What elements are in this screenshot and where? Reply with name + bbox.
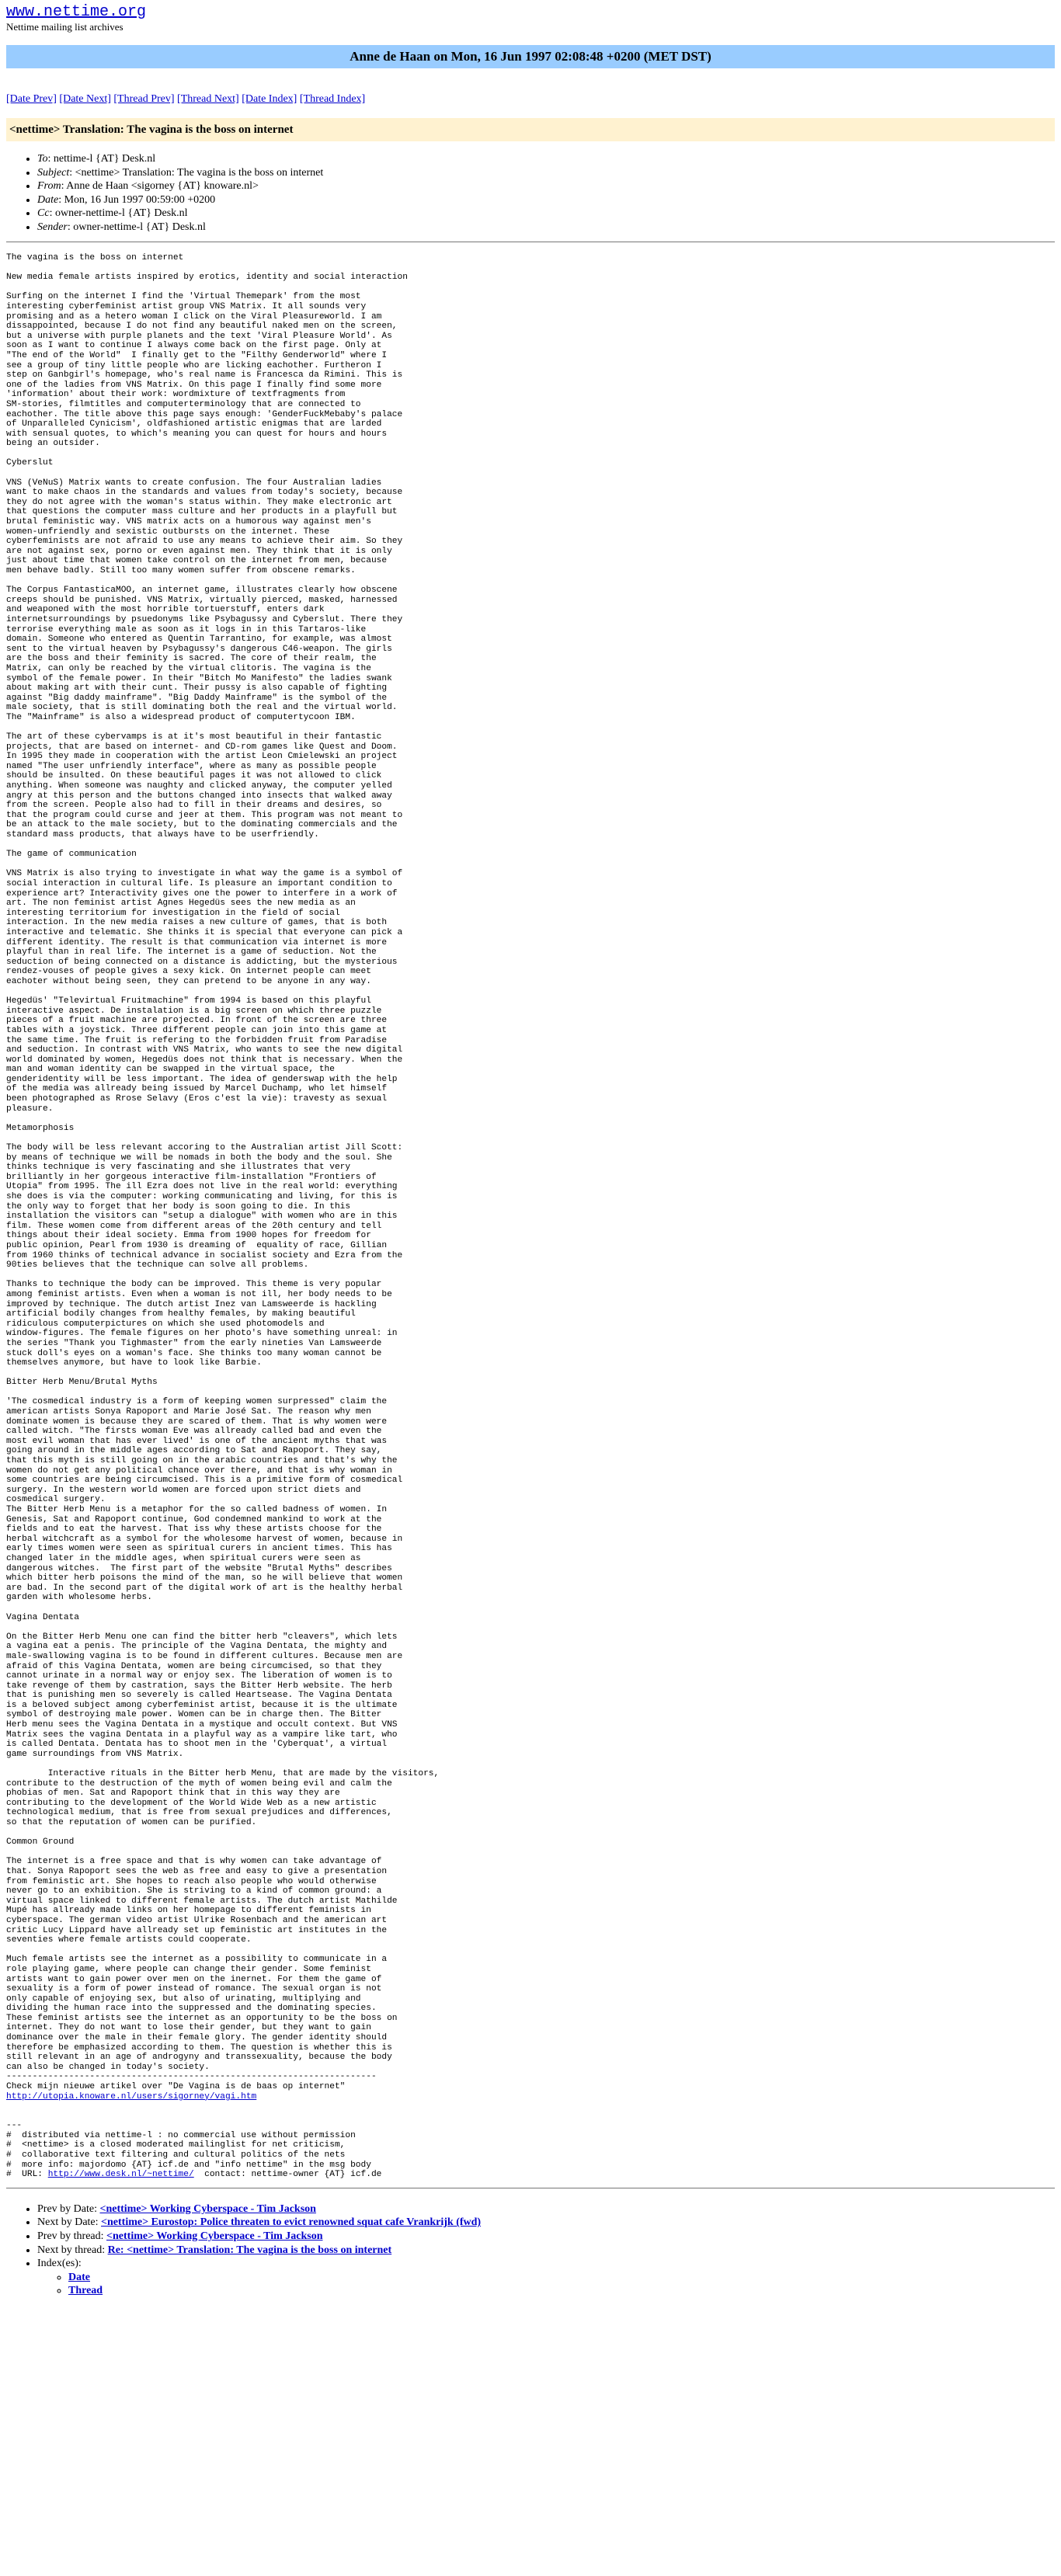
site-logo-link[interactable]: www.nettime.org xyxy=(6,3,147,21)
indexes-list xyxy=(37,2271,1055,2298)
footer-label: Index(es): xyxy=(37,2258,82,2270)
prev-by-date-item xyxy=(37,2202,1055,2216)
footer-label: Next by thread: xyxy=(37,2244,108,2256)
header-label: From xyxy=(37,180,61,192)
header-value: : nettime-l {AT} Desk.nl xyxy=(47,153,156,165)
index-date-item xyxy=(68,2271,1055,2285)
nettime-url-link[interactable]: http://www.desk.nl/~nettime/ xyxy=(47,2170,194,2180)
header-to xyxy=(37,152,1055,166)
index-thread-item xyxy=(68,2284,1055,2298)
thread-next-link[interactable]: [Thread Next] xyxy=(177,93,239,105)
footer-label: Prev by Date: xyxy=(37,2202,100,2215)
header-value: : owner-nettime-l {AT} Desk.nl xyxy=(49,207,188,219)
next-by-date-link[interactable]: <nettime> Eurostop: Police threaten to evict renowned squat cafe Vrankrijk (fwd) xyxy=(101,2216,482,2229)
article-link-line xyxy=(6,2092,1055,2102)
header-cc xyxy=(37,207,1055,221)
signature-line: # collaborative text filtering and cultural politics of the nets xyxy=(6,2150,346,2160)
footer-label: Prev by thread: xyxy=(37,2230,107,2242)
indexes-item xyxy=(37,2257,1055,2298)
header-label: Sender xyxy=(37,221,68,233)
header-value: : Anne de Haan <sigorney {AT} knoware.nl> xyxy=(61,180,259,192)
header-subject xyxy=(37,166,1055,180)
subject-bar: <nettime> Translation: The vagina is the boss on internet xyxy=(6,118,1055,141)
next-by-thread-link[interactable]: Re: <nettime> Translation: The vagina is the boss on internet xyxy=(107,2244,392,2256)
thread-prev-link[interactable]: [Thread Prev] xyxy=(113,93,175,105)
signature-block xyxy=(6,2101,1055,2180)
signature-contact: contact: nettime-owner {AT} icf.de xyxy=(193,2170,382,2180)
next-by-thread-item xyxy=(37,2244,1055,2258)
header-label: Cc xyxy=(37,207,50,219)
signature-separator: --- xyxy=(6,2121,23,2131)
header-from xyxy=(37,179,1055,193)
site-tagline: Nettime mailing list archives xyxy=(6,21,123,33)
header-label: Date xyxy=(37,193,59,206)
signature-url-prefix: # URL: xyxy=(6,2170,48,2180)
header-date xyxy=(37,193,1055,207)
prev-by-thread-item xyxy=(37,2230,1055,2244)
header-label: Subject xyxy=(37,166,70,179)
article-link[interactable]: http://utopia.knoware.nl/users/sigorney/vagi.htm xyxy=(6,2091,257,2101)
thread-index-link[interactable]: [Thread Index] xyxy=(299,93,366,105)
date-index-link[interactable]: [Date Index] xyxy=(242,93,297,105)
header-label: To xyxy=(37,153,48,165)
top-navigation xyxy=(6,93,1055,106)
message-headers xyxy=(6,152,1055,234)
prev-by-thread-link[interactable]: <nettime> Working Cyberspace - Tim Jackson xyxy=(106,2230,323,2242)
footer-navigation xyxy=(6,2202,1055,2298)
prev-by-date-link[interactable]: <nettime> Working Cyberspace - Tim Jackson xyxy=(99,2202,316,2215)
message-body: The vagina is the boss on internet New media female artists inspired by erotics, identity and social interaction Surfing on the internet I find the 'Virtual Themepark' from the most interesting cyberfeminist artist group VNS Matrix. It all sounds very promising and as a hetero woman I click on the Viral Pleasureworld. I am dissappointed, because I do not find any beautiful naked men on the screen, but a universe with purple planets and the text 'Viral Pleasure World'. As soon as I want to continue I always come back on the first page. Only at "The end of the World" I finally get to the "Filthy Genderworld" where I see a group of tiny little people who are licking eachother. Furtheron I step on Ganbgirl's homepage, who's real name is Francesca da Rimini. This is one of the ladies from VNS Matrix. On this page I finally find some more 'information' about their work: wordmixture of textfragments from SM-stories, filmtitles and computerterminology that are connected to eachother. The title above this page says enough: 'GenderFuckMebaby's palace of Unparalleled Cynicism', oldfashioned artistic enigmas that are larded with sensual quotes, to which's meaning you can quest for hours and hours being an outsider. Cyberslut VNS (VeNuS) Matrix wants to create confusion. The four Australian ladies want to make chaos in the standards and values from today's society, because they do not agree with the woman's status within. They make electronic art that questions the computer mass culture and her products in a playfull but brutal feministic way. VNS matrix acts on a humorous way against men's women-unfriendly and sexistic outbursts on the internet. These cyberfeminists are not afraid to use any means to achieve their aim. So they are not against sex, porno or even against men. They think that it is only just about time that women take control on the internet from men, because men behave badly. Still too many women suffer from obscene remarks. The Corpus FantasticaMOO, an internet game, illustrates clearly how obscene creeps should be punished. VNS Matrix, virtually pierced, masked, harnessed and weaponed with the most horrible tortuerstuff, enters dark internetsurroundings by psuedonyms like Psybagussy and Cyberslut. There they terrorise everything male as soon as it logs in in this Tartaros-like domain. Someone who entered as Quentin Tarrantino, for example, was almost sent to the virtual heaven by Psybagussy's dangerous C46-weapon. The girls are the boss and their feminity is sacred. The core of their realm, the Matrix, can only be reached by the virtual clitoris. The vagina is the symbol of the female power. In their "Bitch Mo Manifesto" the ladies swank about making art with their cunt. Their pussy is also capable of fighting against "Big daddy mainframe". "Big Daddy Mainframe" is the symbol of the male society, that is still dominating both the real and the virtual world. The "Mainframe" is also a widespread product of computertycoon IBM. The art of these cybervamps is at it's most beautiful in their fantastic projects, that are based on internet- and CD-rom games like Quest and Doom. In 1995 they made in cooperation with the artist Leon Cmielewski an project named "The user unfriendly interface", where as many as possible people should be insulted. On these beautiful pages it was not allowed to click anything. When someone was naughty and clicked anyway, the computer yelled angry at this person and the buttons changed into insects that walked away from the screen. People also had to fill in their dreams and desires, so that the program could curse and jeer at them. This program was not meant to be an attack to the male society, but to the dominating commercials and the standard mass products, that always have to be userfriendly. The game of communication VNS Matrix is also trying to investigate in what way the game is a symbol of social interaction in cultural life. Is pleasure an important condition to experience art? Interactivity gives one the power to interfere in a work of art. The non feminist artist Agnes Hegedüs sees the new media as an interesting territorium for investigation in the field of social interaction. In the new media raises a new culture of games, that is both interactive and telematic. She thinks it is special that everyone can pick a different identity. The result is that communication via internet is more playful than in real life. The internet is a game of seduction. Not the seduction of being connected on a distance is addicting, but the mysterious rendez-vouses of people gives a sexy kick. On internet people can meet eachoter without being seen, they can pretend to be anyone in any way. Hegedüs' "Televirtual Fruitmachine" from 1994 is based on this playful interactive aspect. De instalation is a big screen on which three puzzle pieces of a fruit machine are projected. In front of the screen are three tables with a joystick. Three different people can join into this game at the same time. The fruit is refering to the forbidden fruit from Paradise and seduction. In contrast with VNS Matrix, who wants to see the new digital world dominated by women, Hegedüs does not think that is necessary. When the man and woman identity can be swapped in the virtual space, the genderidentity will be less important. The idea of genderswap with the help of the media was allready being issued by Marcel Duchamp, who let himself been photographed as Rrose Selavy (Eros c'est la vie): travesty as sexual pleasure. Metamorphosis The body will be less relevant accoring to the Australian artist Jill Scott: by means of technique we will be nomads in both the body and the soul. She thinks technique is very fascinating and she illustrates that very brilliantly in her gorgeous interactive film-installation "Frontiers of Utopia" from 1995. The ill Ezra does not live in the real world: everything she does is via the computer: working communicating and living, for this is the only way to forget that her body is soon going to die. In this installation the visitors can "setup a dialogue" with women who are in this film. These women come from different areas of the 20th century and tell things about their ideal society. Emma from 1900 hopes for freedom for public opinion, Pearl from 1930 is dreaming of equality of race, Gillian from 1960 thinks of technical advance in socialist society and Ezra from the 90ties believes that the technique can solve all problems. Thanks to technique the body can be improved. This theme is very popular among feminist artists. Even when a woman is not ill, her body needs to be improved by technique. The dutch artist Inez van Lamsweerde is hackling artificial bodily changes from healthy females, by making beautiful ridiculous computerpictures on which she used photomodels and window-figures. The female figures on her photo's have something unreal: in the series "Thank you Tighmaster" from the early nineties Van Lamsweerde stuck doll's eyes on a woman's face. She thinks too many woman cannot be themselves anymore, but have to look like Barbie. Bitter Herb Menu/Brutal Myths 'The cosmedical industry is a form of keeping women surpressed" claim the american artists Sonya Rapoport and Marie José Sat. The reason why men dominate women is because they are scared of them. That is why women were called witch. "The firsts woman Eve was allready called bad and even the most evil woman that has ever lived' is one of the ancient myths that was going around in the middle ages according to Sat and Rapoport. They say, that this myth is still going on in the arabic countries and that's why the women do not get any political chance over there, and that is why woman in some countries are being circumcised. This is a primitive form of cosmedical surgery. In the western world women are forced upon strict diets and cosmedical surgery. The Bitter Herb Menu is a metaphor for the so called badness of women. In Genesis, Sat and Rapoport continue, God condemned mankind to work at the fields and to eat the harvest. That iss why these artists choose for the herbal witchcraft as a symbol for the wholesome harvest of women, because in early times women were seen as spiritual curers in ancient times. This has changed later in the middle ages, when spiritual curers were seen as dangerous witches. The first part of the website "Brutal Myths" describes which bitter herb poisons the mind of the man, so he will believe that women are bad. In the second part of the digital work of art is the healthy herbal garden with wholesome herbs. Vagina Dentata On the Bitter Herb Menu one can find the bitter herb "cleavers", which lets a vagina eat a penis. The principle of the Vagina Dentata, the mighty and male-swallowing vagina is to be found in different cultures. Because men are afraid of this Vagina Dentata, women are being circumcised, so that they cannot urinate in a normal way or enjoy sex. The liberation of women is to take revenge of them by castration, says the Bitter Herb website. The herb that is punishing men so severely is called Heartsease. The Vagina Dentata is a beloved subject among cyberfeminist artist, because it is the ultimate symbol of destroying male power. Women can be in charge then. The Bitter Herb menu sees the Vagina Dentata in a mystique and occult context. But VNS Matrix sees the vagina Dentata in a playful way as a vampire like tart, who is called Dentata. Dentata has to shoot men in the 'Cyberquat', a virtual game surroundings from VNS Matrix. Interactive rituals in the Bitter herb Menu, that are made by the visitors, contribute to the destruction of the myth of women being evil and calm the phobias of men. Sat and Rapoport think that in this way they are contributing to the development of the World Wide Web as a new artistic technological medium, that is free from sexual prejudices and differences, so that the reputation of women can be purified. Common Ground The internet is a free space and that is why women can take advantage of that. Sonya Rapoport sees the web as free and easy to give a presentation from feministic art. She hopes to reach also people who would otherwise never go to an exhibition. She is striving to a kind of common ground: a virtual space linked to different female artists. The dutch artist Mathilde Mupé has allready made links on her homepage to different feminists in cyberspace. The german video artist Ulrike Rosenbach and the american art critic Lucy Lippard have allready set up feministic art institutes in the seventies where female artists could cooperate. Much female artists see the internet as a possibility to communicate in a role playing game, where people can change their gender. Some feminist artists want to gain power over men on the inernet. For them the game of sexuality is a form of power instead of romance. The sexual organ is not only capable of enjoying sex, but also of urinating, multiplying and dividing the human race into the suppressed and the dominating species. These feminist artists see the internet as an opportunity to be the boss on internet. They do not want to lose their gender, but they want to gain dominance over the male in their female glory. The gender identity should therefore be emphasized according to them. The question is whether this is still relevant in an age of androgyny and transsexuality, because the body can also be changed in today's society. ----------------------------------------------------------------------- Check mijn nieuwe artikel over "De Vagina is de baas op internet" xyxy=(6,253,440,2092)
message-author-date-bar: Anne de Haan on Mon, 16 Jun 1997 02:08:48 +0200 (MET DST) xyxy=(6,45,1055,68)
index-date-link[interactable]: Date xyxy=(68,2271,90,2283)
index-thread-link[interactable]: Thread xyxy=(68,2285,103,2297)
signature-line: # distributed via nettime-l : no commercial use without permission xyxy=(6,2130,356,2140)
header-value: : <nettime> Translation: The vagina is the boss on internet xyxy=(69,166,324,179)
header-sender xyxy=(37,221,1055,235)
header-value: : owner-nettime-l {AT} Desk.nl xyxy=(67,221,206,233)
footer-label: Next by Date: xyxy=(37,2216,102,2229)
next-by-date-item xyxy=(37,2216,1055,2230)
signature-line: # <nettime> is a closed moderated mailinglist for net criticism, xyxy=(6,2140,346,2150)
date-next-link[interactable]: [Date Next] xyxy=(59,93,111,105)
signature-line: # more info: majordomo {AT} icf.de and "info nettime" in the msg body xyxy=(6,2160,371,2170)
header-value: : Mon, 16 Jun 1997 00:59:00 +0200 xyxy=(58,193,216,206)
date-prev-link[interactable]: [Date Prev] xyxy=(6,93,57,105)
